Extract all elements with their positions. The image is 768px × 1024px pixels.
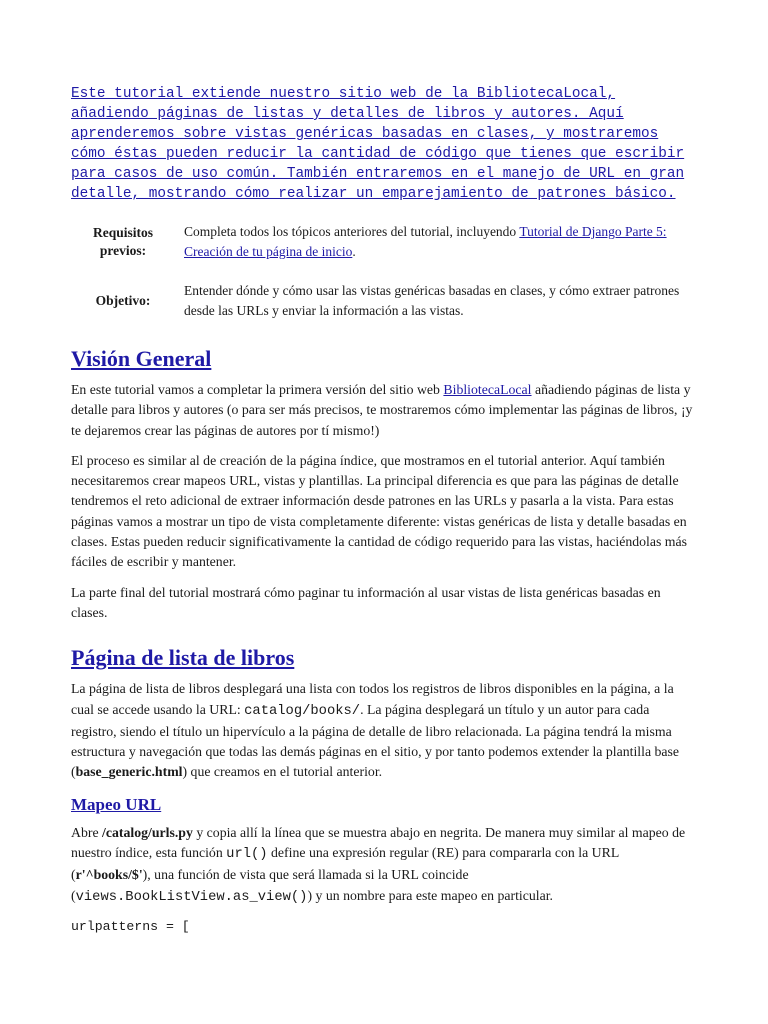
objective-text: Entender dónde y cómo usar las vistas genéricas basadas en clases, y cómo extraer patrones desde las URLs y enviar la información a las vistas. bbox=[184, 283, 680, 318]
overview-p1-text-b: añadiendo páginas de lista y detalle para libros y autores (o para ser más precisos, te mostraremos cómo implementar las páginas de libros, ¡y te dejaremos crear las páginas de autores por tí mismo!) bbox=[71, 382, 693, 438]
intro-link[interactable]: Este tutorial extiende nuestro sitio web de la BibliotecaLocal, añadiendo páginas de listas y detalles de libros y autores. Aquí aprenderemos sobre vistas genéricas basadas en clases, y mostraremos cómo éstas pueden reducir la cantidad de código que tienes que escribir para casos de uso común. También entraremos en el manejo de URL en gran detalle, mostrando cómo realizar un emparejamiento de patrones básico. bbox=[71, 86, 685, 202]
objective-row bbox=[74, 265, 698, 324]
url-mapping-text-a: Abre bbox=[71, 824, 103, 840]
bibliotecalocal-link[interactable]: BibliotecaLocal bbox=[443, 382, 532, 397]
overview-paragraph-3: La parte final del tutorial mostrará cómo paginar tu información al usar vistas de lista genéricas basadas en clases. bbox=[71, 584, 661, 620]
overview-p1-text-a: En este tutorial vamos a completar la primera versión del sitio web bbox=[71, 382, 444, 397]
overview-heading[interactable]: Visión General bbox=[71, 346, 212, 371]
objective-label: Objetivo: bbox=[95, 292, 151, 308]
prerequisites-end: . bbox=[352, 243, 356, 259]
document-page bbox=[71, 84, 698, 936]
book-list-text-a: La página de lista de libros desplegará una lista con todos los registros de libros disponibles en la página, a la cual se accede usando la URL: bbox=[71, 681, 674, 717]
book-list-text-c: ) que creamos en el tutorial anterior. bbox=[182, 764, 383, 780]
prerequisites-text-span: Completa todos los tópicos anteriores del tutorial, incluyendo bbox=[184, 224, 520, 239]
books-regex: r'^books/$' bbox=[75, 867, 143, 883]
books-url-code: catalog/books/ bbox=[244, 703, 361, 719]
overview-paragraph-1 bbox=[71, 380, 698, 441]
prerequisites-row bbox=[74, 218, 698, 265]
book-list-text-b: . La página desplegará un título y un autor para cada registro, siendo el título un hipervículo a la página de detalle de libro relacionada. La página tendrá la misma estructura y navegación que todas las demás páginas en el sitio, y por tanto podemos extender la plantilla base ( bbox=[71, 701, 680, 780]
url-mapping-text-b: y copia allí la línea que se muestra abajo en negrita. De manera muy similar al mapeo de nuestro índice, esta función bbox=[71, 824, 686, 861]
url-mapping-text-d: ), una función de vista que será llamada si la URL coincide ( bbox=[71, 867, 469, 903]
base-generic-filename: base_generic.html bbox=[75, 764, 183, 780]
book-list-heading[interactable]: Página de lista de libros bbox=[71, 645, 295, 671]
prerequisites-label: Requisitos previos: bbox=[92, 224, 153, 258]
url-function-code: url() bbox=[226, 847, 268, 863]
url-mapping-text-c: define una expresión regular (RE) para compararla con la URL ( bbox=[71, 845, 619, 883]
prerequisites-text bbox=[178, 218, 698, 265]
overview-paragraph-2: El proceso es similar al de creación de la página índice, que mostramos en el tutorial anterior. Aquí también necesitaremos crear mapeos URL, vistas y plantillas. La principal diferencia es que para las páginas de detalle tendremos el reto adicional de extraer información desde patrones en las URLs y pasarla a la vista. Para estas páginas vamos a mostrar un tipo de vista completamente diferente: vistas genéricas de lista y detalle basadas en clases. Estas pueden reducir significativamente la cantidad de código requerido para las vistas, haciéndolas más fáciles de escribir y mantener. bbox=[71, 452, 688, 570]
urlpatterns-code: urlpatterns = [ bbox=[71, 918, 190, 934]
view-function-code: views.BookListView.as_view() bbox=[75, 889, 308, 905]
meta-table bbox=[74, 218, 698, 324]
prerequisites-link[interactable]: Tutorial de Django Parte 5: Creación de tu página de inicio bbox=[184, 224, 667, 259]
urls-py-path: /catalog/urls.py bbox=[102, 824, 193, 840]
url-mapping-heading[interactable]: Mapeo URL bbox=[71, 794, 162, 814]
url-mapping-paragraph bbox=[71, 823, 698, 908]
url-mapping-text-e: ) y un nombre para este mapeo en particular. bbox=[307, 887, 553, 903]
book-list-paragraph bbox=[71, 679, 698, 782]
